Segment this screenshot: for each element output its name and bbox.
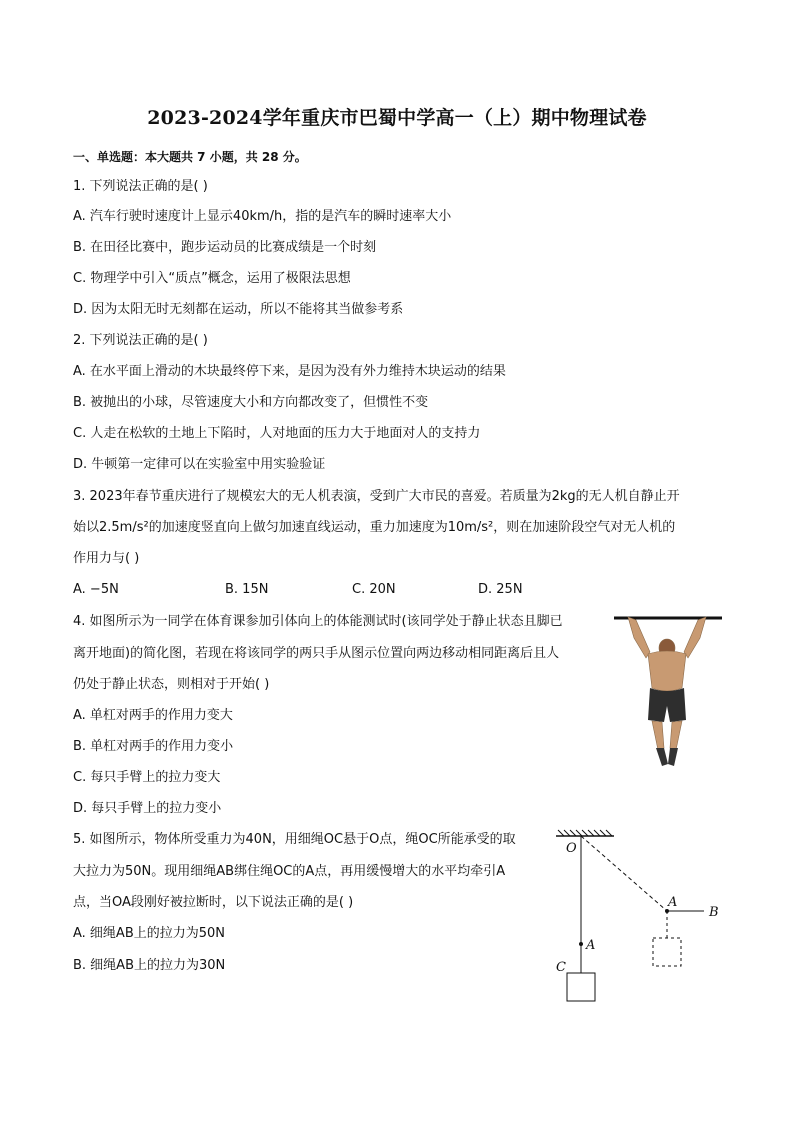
q5-option-a: A. 细绳AB上的拉力为50N [73,926,226,941]
shorts [648,688,686,722]
q2-option-c: C. 人走在松软的土地上下陷时，人对地面的压力大于地面对人的支持力 [73,426,481,441]
label-a-moved: A [668,895,678,910]
shoes [656,748,678,766]
section-heading: 一、单选题：本大题共 7 小题，共 28 分。 [73,150,307,164]
q1-option-c: C. 物理学中引入“质点”概念，运用了极限法思想 [73,271,351,286]
q1-option-d: D. 因为太阳无时无刻都在运动，所以不能将其当做参考系 [73,302,404,317]
q4-stem-line3: 仍处于静止状态，则相对于开始( ) [73,677,270,692]
legs [652,721,682,750]
q3-option-d: D. 25N [478,582,523,597]
rope-figure [552,826,732,1006]
q5-option-b: B. 细绳AB上的拉力为30N [73,958,226,973]
q4-option-b: B. 单杠对两手的作用力变小 [73,739,234,754]
q5-stem-line1: 5. 如图所示，物体所受重力为40N，用细绳OC悬于O点，绳OC所能承受的取 [73,832,516,847]
q4-option-c: C. 每只手臂上的拉力变大 [73,770,221,785]
block-c-dashed [653,938,681,966]
q4-option-d: D. 每只手臂上的拉力变小 [73,801,222,816]
page-title: 2023-2024学年重庆市巴蜀中学高一（上）期中物理试卷 [147,107,647,129]
q3-stem-line1: 3. 2023年春节重庆进行了规模宏大的无人机表演，受到广大市民的喜爱。若质量为2kg的无人机自静止开 [73,489,680,504]
q5-stem-line3: 点，当OA段刚好被拉断时，以下说法正确的是( ) [73,895,354,910]
q1-stem: 1. 下列说法正确的是( ) [73,179,208,194]
q1-option-b: B. 在田径比赛中，跑步运动员的比赛成绩是一个时刻 [73,240,377,255]
q3-option-b: B. 15N [225,582,269,597]
block-c [567,973,595,1001]
label-o: O [566,841,577,856]
q4-option-a: A. 单杠对两手的作用力变大 [73,708,233,723]
q3-stem-line2: 始以2.5m/s²的加速度竖直向上做匀加速直线运动，重力加速度为10m/s²，则在加速阶段空气对无人机的 [73,520,676,535]
q4-stem-line1: 4. 如图所示为一同学在体育课参加引体向上的体能测试时(该同学处于静止状态且脚已 [73,614,563,629]
label-c: C [556,960,566,975]
q2-option-a: A. 在水平面上滑动的木块最终停下来，是因为没有外力维持木块运动的结果 [73,364,506,379]
q3-option-a: A. −5N [73,582,119,597]
point-a-initial [579,942,583,946]
q3-stem-line3: 作用力与( ) [73,551,140,566]
q2-option-b: B. 被抛出的小球，尽管速度大小和方向都改变了，但惯性不变 [73,395,429,410]
q3-option-c: C. 20N [352,582,396,597]
q2-option-d: D. 牛顿第一定律可以在实验室中用实验验证 [73,457,326,472]
ceiling [556,830,614,836]
rope-oa-dashed [581,836,667,911]
label-b: B [709,905,719,920]
q4-stem-line2: 离开地面)的简化图，若现在将该同学的两只手从图示位置向两边移动相同距离后且人 [73,646,560,661]
athlete [628,617,706,691]
label-a-initial: A [586,938,596,953]
pullup-figure [612,608,724,773]
q1-option-a: A. 汽车行驶时速度计上显示40km/h，指的是汽车的瞬时速率大小 [73,209,452,224]
q2-stem: 2. 下列说法正确的是( ) [73,333,208,348]
q5-stem-line2: 大拉力为50N。现用细绳AB绑住绳OC的A点，再用缓慢增大的水平均牵引A [73,864,506,879]
